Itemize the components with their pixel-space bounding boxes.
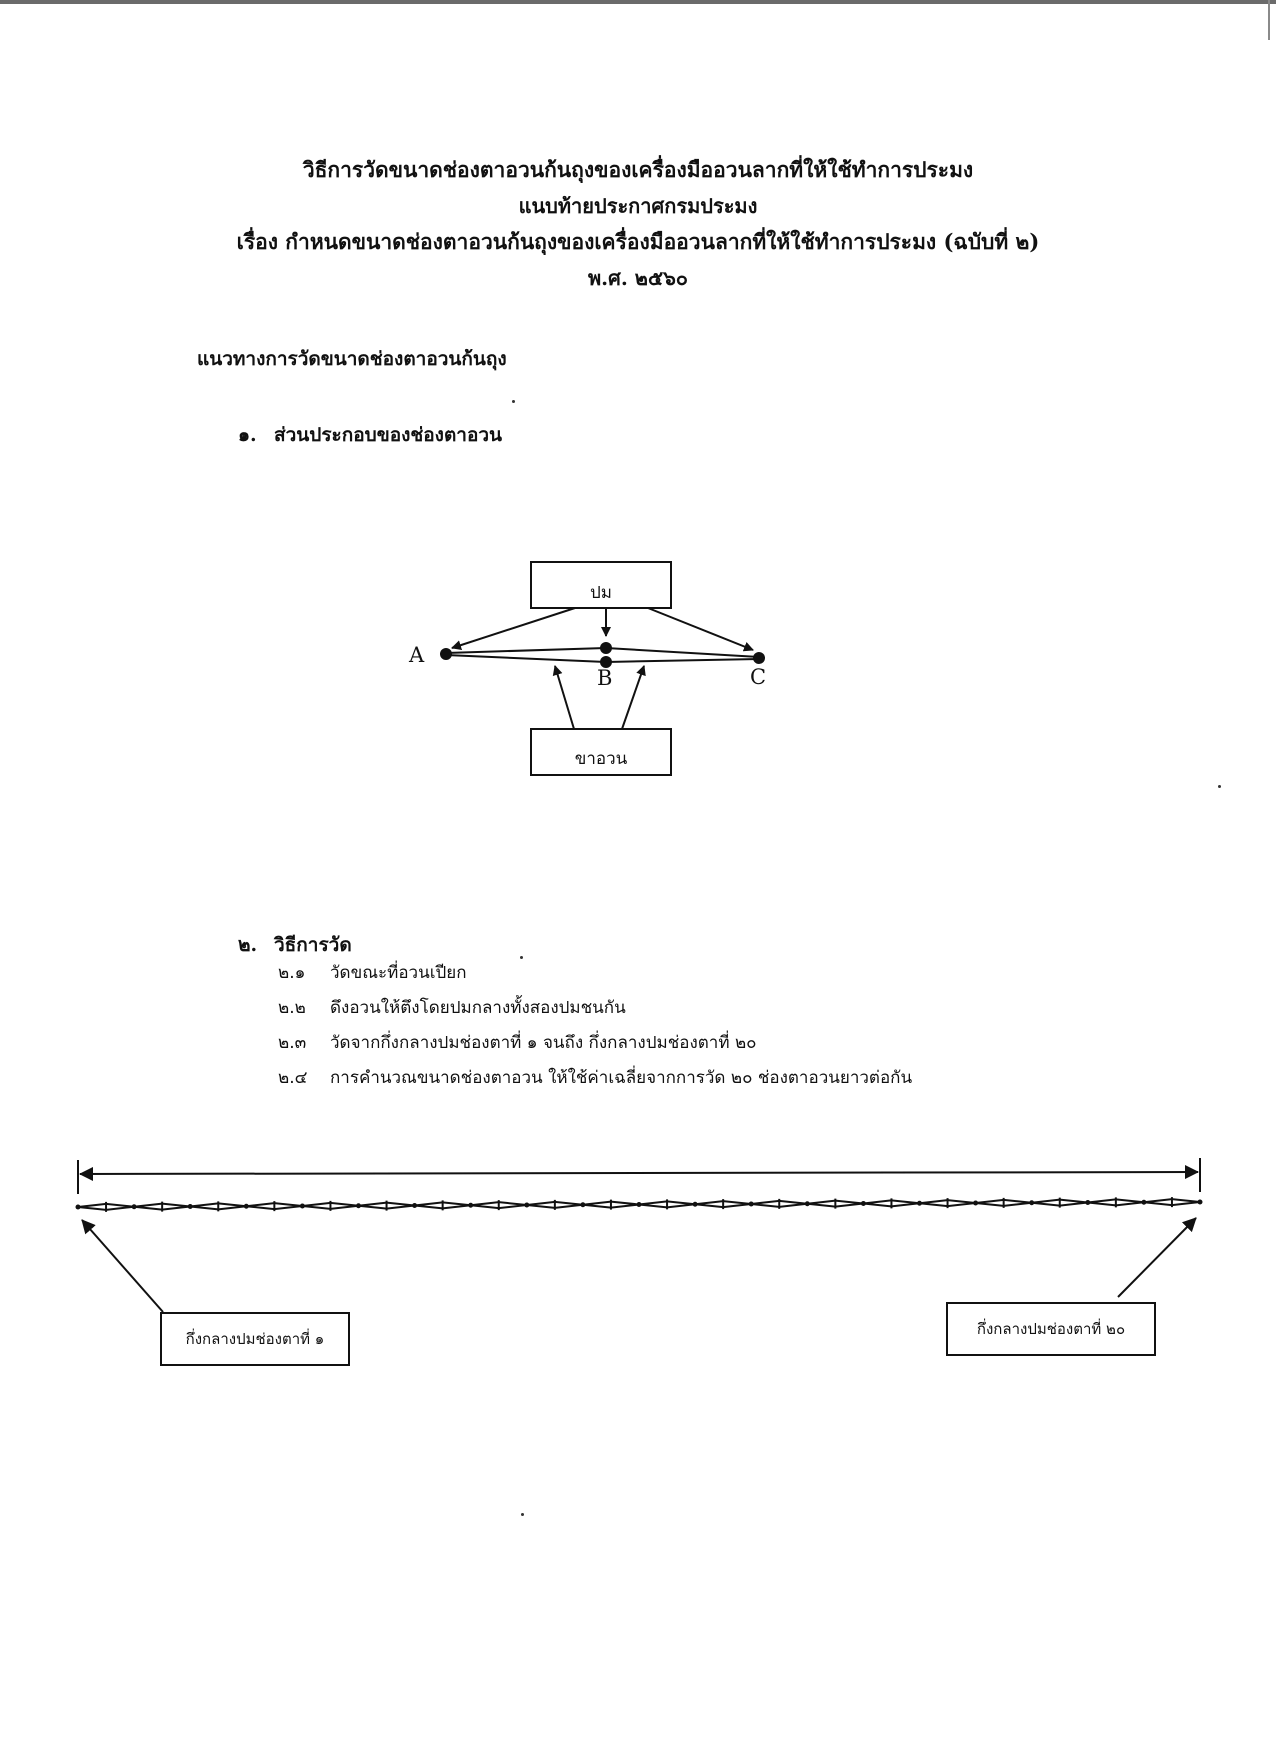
arrow-to-first-knot — [82, 1220, 163, 1312]
mesh-knot — [524, 1203, 529, 1208]
step-number: ๒.๓ — [278, 1033, 307, 1053]
arrow-to-last-knot — [1118, 1218, 1196, 1297]
point-label-a: A — [409, 643, 425, 667]
mesh-knot — [693, 1202, 698, 1207]
mesh-knot — [973, 1201, 978, 1206]
leg-box-label: ขาอวน — [574, 749, 628, 769]
mesh-knot — [749, 1202, 754, 1207]
mesh-knot — [188, 1204, 193, 1209]
step-text: การคำนวณขนาดช่องตาอวน ให้ใช้ค่าเฉลี่ยจากการวัด ๒๐ ช่องตาอวนยาวต่อกัน — [330, 1068, 913, 1088]
mesh-knot — [300, 1204, 305, 1209]
section-number: ๒. — [238, 934, 258, 956]
mesh-knot — [917, 1201, 922, 1206]
step-text: วัดขณะที่อวนเปียก — [330, 963, 467, 983]
section-title: ส่วนประกอบของช่องตาอวน — [274, 424, 503, 446]
mesh-chain — [76, 1197, 1203, 1212]
step-number: ๒.๑ — [278, 963, 306, 983]
section-heading: แนวทางการวัดขนาดช่องตาอวนก้นถุง — [197, 348, 507, 370]
mesh-knot — [1141, 1200, 1146, 1205]
mesh-knot — [412, 1203, 417, 1208]
mesh-knot — [580, 1202, 585, 1207]
mesh-knot — [356, 1203, 361, 1208]
title-line: วิธีการวัดขนาดช่องตาอวนก้นถุงของเครื่องมืออวนลากที่ให้ใช้ทำการประมง — [302, 157, 974, 182]
mesh-knot — [76, 1205, 81, 1210]
step-number: ๒.๔ — [278, 1068, 308, 1088]
mesh-knot — [1085, 1200, 1090, 1205]
title-line: พ.ศ. ๒๕๖๐ — [588, 266, 688, 290]
mesh-knot — [468, 1203, 473, 1208]
mesh-knot — [1029, 1200, 1034, 1205]
section-number: ๑. — [238, 424, 257, 446]
point-label-c: C — [750, 665, 767, 689]
step-text: ดึงอวนให้ตึงโดยปมกลางทั้งสองปมชนกัน — [330, 998, 626, 1018]
section-title: วิธีการวัด — [274, 934, 352, 956]
mesh-knot — [244, 1204, 249, 1209]
title-line: เรื่อง กำหนดขนาดช่องตาอวนก้นถุงของเครื่องมืออวนลากที่ให้ใช้ทำการประมง (ฉบับที่ ๒) — [236, 229, 1040, 254]
first-knot-callout: กึ่งกลางปมช่องตาที่ ๑ — [160, 1312, 350, 1366]
last-knot-callout: กึ่งกลางปมช่องตาที่ ๒๐ — [946, 1302, 1156, 1356]
dimension-line — [80, 1172, 1198, 1174]
mesh-knot — [637, 1202, 642, 1207]
title-line: แนบท้ายประกาศกรมประมง — [518, 194, 758, 218]
mesh-knot — [132, 1204, 137, 1209]
knot-box-label: ปม — [590, 583, 612, 603]
point-label-b: B — [597, 666, 613, 690]
mesh-knot — [805, 1201, 810, 1206]
mesh-knot — [861, 1201, 866, 1206]
step-text: วัดจากกึ่งกลางปมช่องตาที่ ๑ จนถึง กึ่งกลางปมช่องตาที่ ๒๐ — [330, 1033, 757, 1053]
step-number: ๒.๒ — [278, 998, 306, 1018]
mesh-knot — [1198, 1200, 1203, 1205]
